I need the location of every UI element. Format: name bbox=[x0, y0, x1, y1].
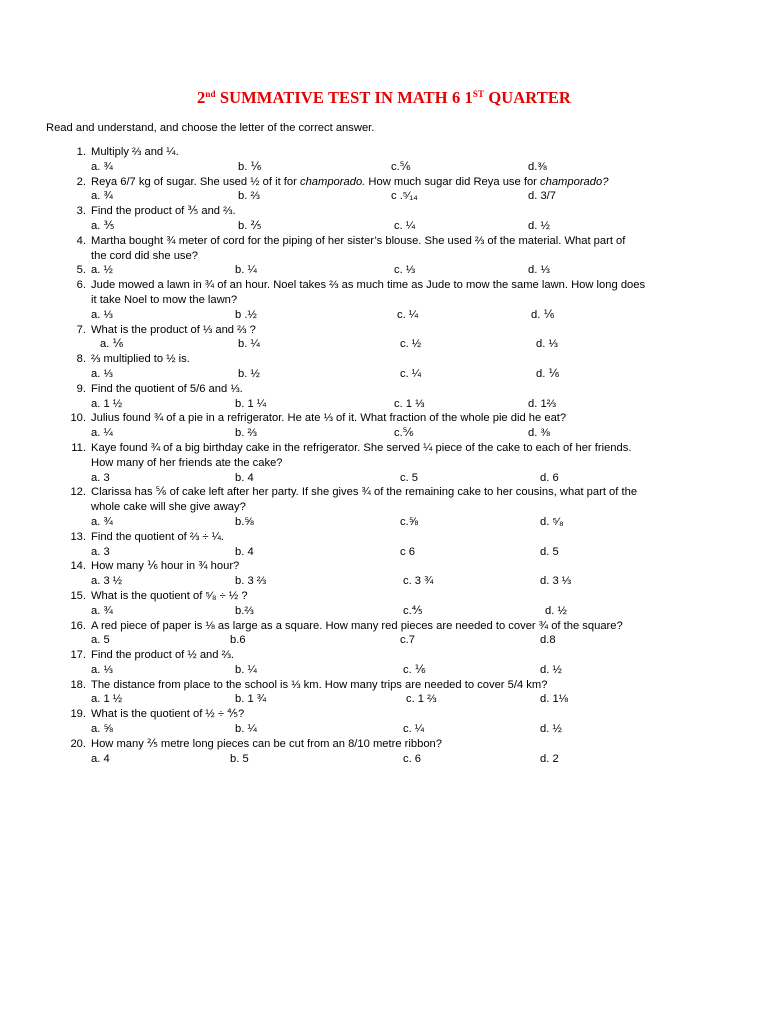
answer-options bbox=[0, 604, 768, 619]
answer-option-d: d. ½ bbox=[540, 723, 562, 736]
answer-option-d: d. 3/7 bbox=[528, 190, 556, 203]
answer-options bbox=[0, 633, 768, 648]
answer-option-a: a. ⅝ bbox=[91, 723, 113, 736]
question-text: Find the quotient of ⅔ ÷ ¼. bbox=[91, 530, 225, 543]
answer-option-b: b .½ bbox=[235, 308, 257, 321]
answer-option-b: b. ¼ bbox=[235, 723, 257, 736]
question-text-line bbox=[0, 441, 768, 456]
question-text: Find the product of ½ and ⅔. bbox=[91, 649, 235, 662]
answer-option-c: c.7 bbox=[400, 634, 415, 647]
answer-options bbox=[0, 397, 768, 412]
question-text: How many of her friends ate the cake? bbox=[91, 456, 283, 469]
answer-option-b: b. ⅔ bbox=[235, 427, 257, 440]
question-number: 11. bbox=[71, 441, 86, 454]
question-number: 12. bbox=[70, 486, 86, 499]
answer-option-b: b. ¼ bbox=[238, 338, 260, 351]
question-text: Martha bought ¾ meter of cord for the piping of her sister’s blouse. She used ⅔ of the material. What part of bbox=[91, 234, 626, 247]
question-item bbox=[0, 589, 768, 619]
answer-option-b: b.⅔ bbox=[235, 604, 254, 617]
answer-option-d: d. ⅙ bbox=[536, 367, 560, 380]
answer-option-a: a. ¾ bbox=[91, 604, 113, 617]
answer-option-a: a. ½ bbox=[91, 264, 113, 277]
question-number: 10. bbox=[70, 412, 86, 425]
question-number: 18. bbox=[70, 678, 86, 691]
answer-option-b: b.⅝ bbox=[235, 515, 254, 528]
answer-option-c: c.⅘ bbox=[403, 604, 423, 617]
answer-option-d: d.8 bbox=[540, 634, 556, 647]
answer-option-d: d. ⅙ bbox=[531, 308, 555, 321]
answer-option-a: a. ¾ bbox=[91, 190, 113, 203]
answer-option-a: a. ⅓ bbox=[91, 308, 113, 321]
question-number: 7. bbox=[76, 323, 86, 336]
answer-option-c: c. ⅓ bbox=[394, 264, 416, 277]
answer-option-a: a. 5 bbox=[91, 634, 110, 647]
answer-option-a: a. ⅙ bbox=[100, 338, 124, 351]
answer-option-a: a. ⅗ bbox=[91, 219, 115, 232]
question-text-line bbox=[0, 382, 768, 397]
answer-option-b: b. 4 bbox=[235, 545, 254, 558]
answer-option-a: a. 1 ½ bbox=[91, 693, 123, 706]
answer-option-d: d. ⅜ bbox=[528, 427, 550, 440]
question-item bbox=[0, 411, 768, 441]
answer-option-a: a. ⅓ bbox=[91, 367, 113, 380]
question-item bbox=[0, 485, 768, 529]
answer-option-c: c.⅚ bbox=[391, 160, 411, 173]
answer-option-d: d. 5 bbox=[540, 545, 559, 558]
question-item bbox=[0, 323, 768, 353]
question-text: A red piece of paper is ⅛ as large as a square. How many red pieces are needed to cover ¾ of the square? bbox=[91, 619, 623, 632]
answer-option-d: d. 1⅛ bbox=[540, 693, 568, 706]
answer-options bbox=[0, 160, 768, 175]
question-text-line bbox=[0, 234, 768, 249]
answer-option-a: a. ¾ bbox=[91, 515, 113, 528]
question-text-line bbox=[0, 485, 768, 500]
question-text: Find the quotient of 5/6 and ⅓. bbox=[91, 382, 243, 395]
answer-option-d: d. ⁵⁄₈ bbox=[540, 515, 564, 528]
question-number: 20. bbox=[70, 737, 86, 750]
answer-option-c: c. 1 ⅔ bbox=[406, 693, 437, 706]
answer-option-a: a. ⅓ bbox=[91, 663, 113, 676]
question-text: the cord did she use? bbox=[91, 249, 198, 262]
answer-option-d: d. ½ bbox=[540, 663, 562, 676]
answer-options bbox=[0, 189, 768, 204]
answer-option-b: b. ⅙ bbox=[238, 160, 262, 173]
answer-option-b: b. ½ bbox=[238, 367, 260, 380]
answer-options bbox=[0, 545, 768, 560]
question-text: Clarissa has ⅚ of cake left after her party. If she gives ¾ of the remaining cake to her cousins, what part of the bbox=[91, 486, 638, 499]
answer-option-a: a. 3 ½ bbox=[91, 575, 123, 588]
answer-option-b: b. ¼ bbox=[235, 264, 257, 277]
question-number: 8. bbox=[76, 353, 86, 366]
answer-option-c: c 6 bbox=[400, 545, 415, 558]
answer-options bbox=[0, 219, 768, 234]
question-text-line bbox=[0, 145, 768, 160]
answer-options bbox=[0, 426, 768, 441]
question-list bbox=[0, 145, 768, 766]
question-item bbox=[0, 145, 768, 175]
answer-option-a: a. ¼ bbox=[91, 427, 113, 440]
question-text-line bbox=[0, 352, 768, 367]
question-text-line bbox=[0, 500, 768, 515]
answer-option-d: d. ⅓ bbox=[536, 338, 558, 351]
answer-option-a: a. 3 bbox=[91, 545, 110, 558]
question-text: How many ⅙ hour in ¾ hour? bbox=[91, 560, 240, 573]
question-text-line bbox=[0, 707, 768, 722]
question-text-line bbox=[0, 278, 768, 293]
question-text-line bbox=[0, 648, 768, 663]
answer-options bbox=[0, 367, 768, 382]
answer-option-b: b. 4 bbox=[235, 471, 254, 484]
question-text-line bbox=[0, 737, 768, 752]
answer-option-d: d. ⅓ bbox=[528, 264, 550, 277]
question-text: Find the product of ⅗ and ⅔. bbox=[91, 205, 236, 218]
question-text: Multiply ⅔ and ¼. bbox=[91, 146, 179, 158]
question-text-line bbox=[0, 619, 768, 634]
question-number: 15. bbox=[70, 589, 86, 602]
question-text-line bbox=[0, 456, 768, 471]
question-text: Kaye found ¾ of a big birthday cake in the refrigerator. She served ¼ piece of the cake to each of her friends. bbox=[91, 441, 632, 454]
answer-option-c: c.⅚ bbox=[394, 427, 414, 440]
answer-option-d: d.⅜ bbox=[528, 160, 547, 173]
question-text-line bbox=[0, 175, 768, 190]
question-number: 3. bbox=[76, 205, 86, 218]
question-number: 1. bbox=[76, 146, 86, 158]
question-text-line bbox=[0, 530, 768, 545]
answer-options bbox=[0, 663, 768, 678]
answer-options bbox=[0, 471, 768, 486]
question-number: 17. bbox=[70, 649, 86, 662]
answer-option-d: d. 3 ⅓ bbox=[540, 575, 572, 588]
question-number: 5. bbox=[76, 264, 86, 277]
question-number: 4. bbox=[76, 234, 86, 247]
question-item bbox=[0, 352, 768, 382]
question-item bbox=[0, 737, 768, 767]
question-text: ⅔ multiplied to ½ is. bbox=[91, 353, 190, 366]
question-text-line bbox=[0, 678, 768, 693]
answer-options bbox=[0, 263, 768, 278]
answer-options bbox=[0, 722, 768, 737]
question-text-line bbox=[0, 411, 768, 426]
answer-options bbox=[0, 515, 768, 530]
question-text-line bbox=[0, 249, 768, 264]
question-text: Julius found ¾ of a pie in a refrigerator. He ate ⅓ of it. What fraction of the whole pie did he eat? bbox=[91, 412, 567, 425]
question-item bbox=[0, 234, 768, 264]
question-text: whole cake will she give away? bbox=[91, 501, 246, 514]
question-number: 19. bbox=[70, 708, 86, 721]
answer-option-a: a. 1 ½ bbox=[91, 397, 123, 410]
answer-options bbox=[0, 692, 768, 707]
answer-option-d: d. 1⅔ bbox=[528, 397, 556, 410]
question-text: Jude mowed a lawn in ¾ of an hour. Noel takes ⅔ as much time as Jude to mow the same lawn. How long does bbox=[91, 279, 646, 292]
answer-option-c: c. ¼ bbox=[397, 308, 419, 321]
question-number: 14. bbox=[70, 560, 86, 573]
answer-option-b: b. ⅔ bbox=[238, 190, 260, 203]
question-text: What is the quotient of ⁵⁄₈ ÷ ½ ? bbox=[91, 589, 248, 602]
question-item bbox=[0, 559, 768, 589]
question-text-line bbox=[0, 293, 768, 308]
question-number: 6. bbox=[76, 279, 86, 292]
question-number: 16. bbox=[70, 619, 86, 632]
question-text: What is the quotient of ½ ÷ ⅘? bbox=[91, 708, 245, 721]
question-text: The distance from place to the school is ⅓ km. How many trips are needed to cover 5/4 km? bbox=[91, 678, 548, 691]
answer-option-b: b. 5 bbox=[230, 752, 249, 765]
question-item bbox=[0, 678, 768, 708]
answer-option-a: a. 4 bbox=[91, 752, 110, 765]
question-item bbox=[0, 707, 768, 737]
question-text-line bbox=[0, 589, 768, 604]
question-item bbox=[0, 619, 768, 649]
answer-options bbox=[0, 752, 768, 767]
question-text: How many ⅖ metre long pieces can be cut from an 8/10 metre ribbon? bbox=[91, 737, 442, 750]
question-item bbox=[0, 175, 768, 205]
answer-option-a: a. ¾ bbox=[91, 160, 113, 173]
question-item bbox=[0, 648, 768, 678]
answer-option-b: b. 1 ¾ bbox=[235, 693, 267, 706]
answer-option-b: b. 3 ⅔ bbox=[235, 575, 267, 588]
question-item bbox=[0, 278, 768, 322]
question-text-line bbox=[0, 323, 768, 338]
answer-option-d: d. ½ bbox=[528, 219, 550, 232]
answer-option-d: d. ½ bbox=[545, 604, 567, 617]
question-item bbox=[0, 204, 768, 234]
answer-option-c: c. ¼ bbox=[400, 367, 422, 380]
answer-option-b: b. 1 ¼ bbox=[235, 397, 267, 410]
answer-option-c: c. 6 bbox=[403, 752, 422, 765]
question-text: it take Noel to mow the lawn? bbox=[91, 293, 238, 306]
question-item bbox=[0, 530, 768, 560]
question-number: 2. bbox=[76, 175, 86, 188]
answer-option-a: a. 3 bbox=[91, 471, 110, 484]
instructions: Read and understand, and choose the letter of the correct answer. bbox=[46, 122, 375, 134]
question-item bbox=[0, 441, 768, 485]
question-text-line bbox=[0, 559, 768, 574]
answer-option-c: c. ⅙ bbox=[403, 663, 426, 676]
answer-options bbox=[0, 337, 768, 352]
answer-option-b: b. ⅖ bbox=[238, 219, 262, 232]
answer-options bbox=[0, 574, 768, 589]
answer-option-c: c. ¼ bbox=[403, 723, 425, 736]
answer-option-d: d. 6 bbox=[540, 471, 559, 484]
question-text-line bbox=[0, 204, 768, 219]
answer-option-b: b. ¼ bbox=[235, 663, 257, 676]
question-text: What is the product of ⅓ and ⅔ ? bbox=[91, 323, 256, 336]
question-number: 9. bbox=[76, 382, 86, 395]
answer-option-b: b.6 bbox=[230, 634, 246, 647]
answer-option-c: c. ½ bbox=[400, 338, 422, 351]
answer-options bbox=[0, 308, 768, 323]
answer-option-c: c. 3 ¾ bbox=[403, 575, 434, 588]
answer-option-c: c. 5 bbox=[400, 471, 419, 484]
answer-option-c: c. 1 ⅓ bbox=[394, 397, 425, 410]
question-text: Reya 6/7 kg of sugar. She used ½ of it for champorado. How much sugar did Reya use for champorado? bbox=[91, 175, 609, 188]
question-number: 13. bbox=[70, 530, 86, 543]
answer-option-c: c. ¼ bbox=[394, 219, 416, 232]
answer-option-c: c.⅝ bbox=[400, 515, 419, 528]
answer-option-d: d. 2 bbox=[540, 752, 559, 765]
page-title: 2nd SUMMATIVE TEST IN MATH 6 1ST QUARTER bbox=[197, 88, 571, 107]
question-item bbox=[0, 382, 768, 412]
answer-option-c: c .⁵⁄₁₄ bbox=[391, 190, 418, 203]
question-item bbox=[0, 263, 768, 278]
